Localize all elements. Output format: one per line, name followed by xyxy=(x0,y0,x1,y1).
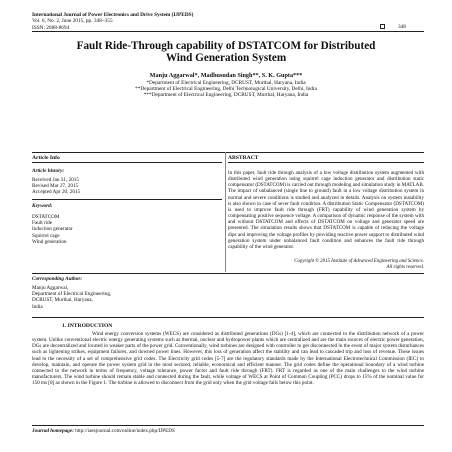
corresponding-bottom-rule xyxy=(32,317,424,318)
affiliations xyxy=(40,80,412,99)
keyword: DSTATCOM xyxy=(32,214,60,220)
corresponding-top-rule xyxy=(32,273,424,274)
copyright xyxy=(228,259,424,271)
journal-issn: ISSN: 2088-8694 xyxy=(32,24,70,31)
introduction-heading: 1. INTRODUCTION xyxy=(62,323,113,329)
keyword: Wind generation xyxy=(32,238,67,245)
keyword: Fault ride xyxy=(32,220,53,227)
corresponding-heading: Corresponding Author: xyxy=(32,276,83,282)
corresponding-line: Manju Aggarwal, xyxy=(32,285,69,291)
keywords-block xyxy=(32,203,222,245)
journal-header xyxy=(32,12,432,31)
info-top-rule xyxy=(32,152,424,153)
affiliation: **Department of Electrical Engineering, Delhi Technological University, Delhi, India xyxy=(135,86,317,93)
abstract-heading-rule xyxy=(228,162,424,163)
journal-footer xyxy=(32,428,175,434)
footer-label: Journal homepage: xyxy=(32,428,74,434)
header-rule xyxy=(32,31,424,32)
history-item: Revised Mar 27, 2015 xyxy=(32,183,79,190)
keyword: Squirrel cage xyxy=(32,232,60,239)
page-icon xyxy=(380,24,385,29)
keyword-list xyxy=(32,214,222,245)
abstract-text: In this paper, fault ride through analysis of a low voltage distribution system augmented with distributed wind generation using squirrel cage induction generator and distribution static compensator (DSTATCOM) is carried out through modeling and simulation study in MATLAB. The impact of unbalanced (single line to ground) fault in a low voltage distribution system in normal and severe conditions is studied and analyzed in details. Analysis on system instability is also shown in case of sever fault condition. A distribution Static Compensator (DSTATCOM) is used to improve fault ride through (FRT) capability of wind generation system by compensating positive sequence voltage. A comparison of dynamic response of the system with and without DSTATCOM and effects of DSTATCOM on voltage and generator speed are presented. The simulation results shows that DSTATCOM is capable of reducing the voltage dips and improving the voltage profiles by providing reactive power support to distributed wind generation system under unbalanced fault condition and enhances the fault ride through capability of the wind generator. xyxy=(228,170,424,250)
article-info-heading: Article Info xyxy=(32,155,60,161)
affiliation: *Department of Electrical Engineering, DCRUST, Murthal, Haryana, India xyxy=(146,80,306,86)
keyword: Induction generator xyxy=(32,226,73,233)
copyright-line: Copyright © 2015 Institute of Advanced Engineering and Science. xyxy=(294,259,424,264)
corresponding-line: Department of Electrical Engineering, xyxy=(32,291,112,298)
column-divider xyxy=(225,152,226,272)
history-item: Accepted Apr 20, 2015 xyxy=(32,189,81,196)
abstract-heading: ABSTRACT xyxy=(228,155,259,161)
journal-volume: Vol. 6, No. 2, June 2015, pp. 348~355 xyxy=(32,18,113,25)
history-item: Received Jan 31, 2015 xyxy=(32,177,79,183)
history-list xyxy=(32,177,222,196)
paper-title xyxy=(40,40,412,64)
article-history xyxy=(32,168,222,196)
corresponding-author xyxy=(32,285,222,310)
journal-name: International Journal of Power Electronics and Drive System (IJPEDS) xyxy=(32,12,194,18)
affiliation: ***Department of Electrical Engineering, DCRUST, Murthal, Haryana, India xyxy=(143,92,309,99)
page-number: 348 xyxy=(398,24,406,30)
footer-url[interactable]: http://iaesjournal.com/online/index.php/IJPEDS xyxy=(75,428,175,434)
corresponding-line: India xyxy=(32,303,43,310)
history-label: Article history: xyxy=(32,168,65,174)
title-line: Wind Generation System xyxy=(165,52,287,64)
introduction-text: Wind energy conversion systems (WECS) are considered as distributed generations (DGs) [1-4], which are connected to the distribution network of a power system. Unlike conventional electric energy generating systems such as thermal, nuclear and hydropower plants which are centralized and are the main sources of electric power generation, DGs are decentralized and located in weaker parts of the power grid. Conventionally, wind turbines are designed with controller to get disconnected in the event of major system disturbances such as lightening strikes, equipment failures, and downed power lines. However, this loss of generation affect the stability and can lead to cascaded trip and loss of revenue. These issues lead to the necessity of a set of comprehensive grid codes. The Electricity grid codes [5-7] are the regulatory standards made by the International Electrotechnical Commission (IEC) to develop, maintain, and operate the power system grid in the most secured, reliable, economical and efficient manner. The grid codes define the operational boundary of a wind turbine connected to the network in terms of frequency, voltage tolerance, power factor and fault ride through (FRT). FRT is regarded as one of the main challenges to the wind turbine manufacturers. The wind turbine should remain stable and connected during the fault, while voltage of WECS at Point of Common Coupling (PCC) drops to 15% of the nominal value for 150 ms [8] as shown in the Figure 1. The turbine is allowed to disconnect from the grid only when the grid voltage falls below this point. xyxy=(32,331,424,387)
keyword-label: Keyword: xyxy=(32,203,53,209)
keyword-rule xyxy=(32,199,222,200)
title-line: Fault Ride-Through capability of DSTATCOM for Distributed xyxy=(76,40,376,52)
footer-rule xyxy=(32,425,424,426)
copyright-line: All rights reserved. xyxy=(386,265,424,270)
info-heading-rule xyxy=(32,162,222,163)
corresponding-line: DCRUST, Murthal, Haryana, xyxy=(32,297,93,304)
authors: Manju Aggarwal*, Madhusudan Singh**, S. K. Gupta*** xyxy=(149,72,303,79)
